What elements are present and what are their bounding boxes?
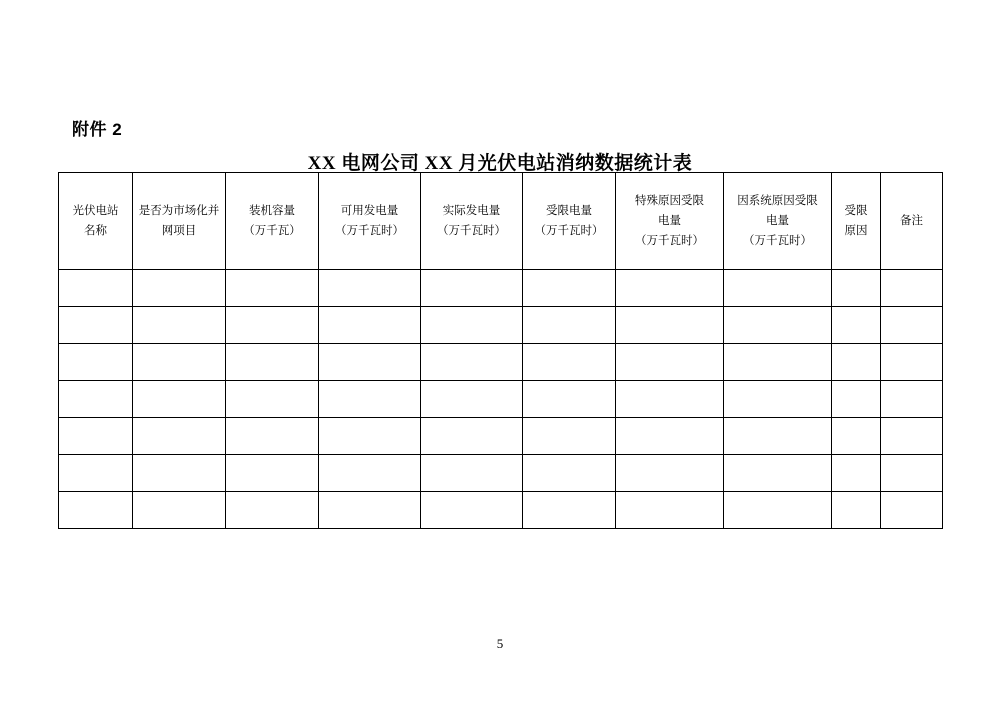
table-cell[interactable] <box>59 418 133 455</box>
column-header <box>133 173 226 270</box>
column-header <box>319 173 421 270</box>
table-cell[interactable] <box>523 307 616 344</box>
table-cell[interactable] <box>421 455 523 492</box>
table-cell[interactable] <box>616 344 724 381</box>
column-header-line: 可用发电量 <box>340 204 399 217</box>
column-header-line: （万千瓦时） <box>743 235 812 248</box>
statistics-table-wrapper <box>58 172 942 529</box>
table-cell[interactable] <box>832 307 881 344</box>
table-cell[interactable] <box>523 418 616 455</box>
table-cell[interactable] <box>616 492 724 529</box>
table-cell[interactable] <box>724 381 832 418</box>
table-cell[interactable] <box>523 381 616 418</box>
table-cell[interactable] <box>319 344 421 381</box>
page-title: XX 电网公司 XX 月光伏电站消纳数据统计表 <box>307 153 693 174</box>
table-cell[interactable] <box>226 455 319 492</box>
table-cell[interactable] <box>523 492 616 529</box>
column-header-line: （万千瓦时） <box>534 225 604 237</box>
table-cell[interactable] <box>421 344 523 381</box>
table-cell[interactable] <box>616 418 724 455</box>
column-header-line: 装机容量 <box>249 204 295 217</box>
table-cell[interactable] <box>319 455 421 492</box>
table-cell[interactable] <box>881 307 943 344</box>
table-cell[interactable] <box>616 381 724 418</box>
column-header-line: （万千瓦） <box>243 225 301 237</box>
table-cell[interactable] <box>319 418 421 455</box>
column-header-line: 电量 <box>658 214 681 227</box>
table-cell[interactable] <box>226 344 319 381</box>
table-cell[interactable] <box>616 307 724 344</box>
column-header-line: 因系统原因受限 <box>737 194 818 207</box>
table-cell[interactable] <box>421 270 523 307</box>
table-cell[interactable] <box>724 455 832 492</box>
table-cell[interactable] <box>421 381 523 418</box>
table-cell[interactable] <box>523 344 616 381</box>
column-header-line: 光伏电站 <box>72 204 119 217</box>
table-cell[interactable] <box>881 455 943 492</box>
attachment-label: 附件 2 <box>72 120 123 139</box>
column-header <box>832 173 881 270</box>
table-cell[interactable] <box>226 307 319 344</box>
table-cell[interactable] <box>724 492 832 529</box>
statistics-table <box>58 172 943 529</box>
table-cell[interactable] <box>616 455 724 492</box>
table-cell[interactable] <box>133 418 226 455</box>
column-header-line: 名称 <box>84 225 107 237</box>
column-header <box>881 173 943 270</box>
table-cell[interactable] <box>724 418 832 455</box>
table-cell[interactable] <box>881 492 943 529</box>
table-row <box>59 344 943 381</box>
table-cell[interactable] <box>133 307 226 344</box>
table-cell[interactable] <box>133 381 226 418</box>
table-cell[interactable] <box>832 344 881 381</box>
table-cell[interactable] <box>319 307 421 344</box>
column-header <box>523 173 616 270</box>
table-cell[interactable] <box>319 270 421 307</box>
column-header <box>616 173 724 270</box>
table-cell[interactable] <box>226 418 319 455</box>
table-cell[interactable] <box>59 455 133 492</box>
table-cell[interactable] <box>832 270 881 307</box>
column-header <box>421 173 523 270</box>
table-cell[interactable] <box>133 492 226 529</box>
column-header-line: 实际发电量 <box>442 204 501 217</box>
table-cell[interactable] <box>881 381 943 418</box>
column-header-line: 受限电量 <box>546 204 592 217</box>
table-header-row <box>59 173 943 270</box>
table-cell[interactable] <box>724 307 832 344</box>
column-header-line: 是否为市场化并 <box>138 204 220 217</box>
table-cell[interactable] <box>59 270 133 307</box>
column-header-line: 电量 <box>766 214 789 227</box>
table-cell[interactable] <box>832 381 881 418</box>
table-cell[interactable] <box>59 492 133 529</box>
column-header-line: 特殊原因受限 <box>635 194 704 207</box>
column-header-line: 备注 <box>900 214 923 227</box>
table-row <box>59 307 943 344</box>
column-header-line: （万千瓦时） <box>335 225 404 237</box>
table-cell[interactable] <box>523 455 616 492</box>
table-cell[interactable] <box>523 270 616 307</box>
table-cell[interactable] <box>421 418 523 455</box>
column-header <box>226 173 319 270</box>
table-cell[interactable] <box>133 455 226 492</box>
table-cell[interactable] <box>832 418 881 455</box>
table-cell[interactable] <box>319 492 421 529</box>
column-header-line: 网项目 <box>161 225 197 237</box>
table-cell[interactable] <box>59 344 133 381</box>
table-cell[interactable] <box>226 270 319 307</box>
page-number: 5 <box>496 636 504 651</box>
table-cell[interactable] <box>616 270 724 307</box>
table-cell[interactable] <box>881 344 943 381</box>
column-header-line: 受限 <box>844 204 868 217</box>
table-row <box>59 381 943 418</box>
column-header-line: （万千瓦时） <box>437 225 506 237</box>
column-header-line: 原因 <box>844 225 868 237</box>
table-cell[interactable] <box>832 492 881 529</box>
table-cell[interactable] <box>59 307 133 344</box>
table-cell[interactable] <box>133 344 226 381</box>
table-cell[interactable] <box>59 381 133 418</box>
column-header <box>59 173 133 270</box>
table-cell[interactable] <box>421 307 523 344</box>
table-cell[interactable] <box>832 455 881 492</box>
table-cell[interactable] <box>319 381 421 418</box>
table-row <box>59 270 943 307</box>
table-row <box>59 492 943 529</box>
table-cell[interactable] <box>724 270 832 307</box>
table-cell[interactable] <box>421 492 523 529</box>
column-header-line: （万千瓦时） <box>635 235 704 248</box>
table-cell[interactable] <box>226 492 319 529</box>
table-cell[interactable] <box>226 381 319 418</box>
table-row <box>59 455 943 492</box>
table-row <box>59 418 943 455</box>
table-cell[interactable] <box>724 344 832 381</box>
column-header <box>724 173 832 270</box>
table-cell[interactable] <box>881 418 943 455</box>
table-cell[interactable] <box>133 270 226 307</box>
table-cell[interactable] <box>881 270 943 307</box>
